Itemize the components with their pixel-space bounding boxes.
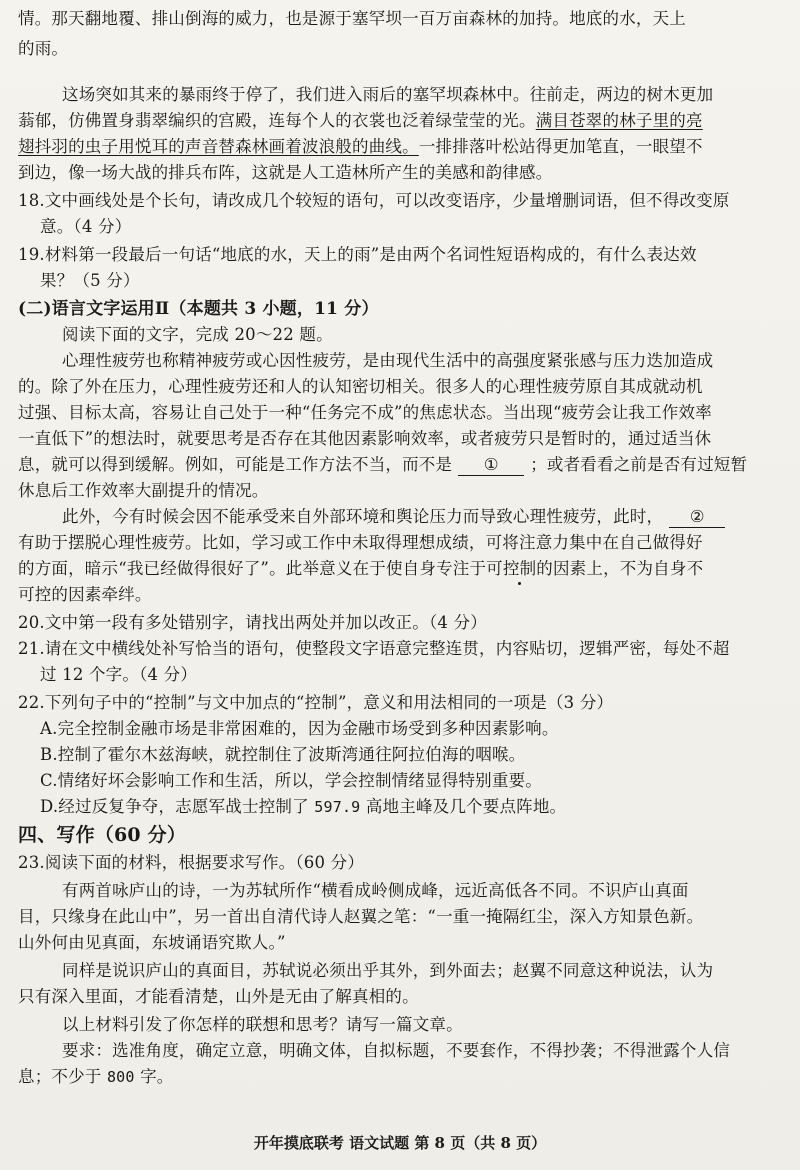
- requirements-line: [18, 1066, 174, 1088]
- option-c[interactable]: C.情绪好坏会影响工作和生活，所以，学会控制情绪显得特别重要。: [40, 771, 542, 790]
- emphasis-dotted-word: 控制: [502, 559, 537, 578]
- passage-text: 的方面，暗示“我已经做得很好了”。此举意义在于使自身专注于可: [18, 559, 503, 578]
- material-line: 有两首咏庐山的诗，一为苏轼所作“横看成岭侧成峰，远近高低各不同。不识庐山真面: [62, 881, 689, 900]
- word-count: 800: [106, 1068, 135, 1086]
- passage-text: 的因素上，不为自身不: [536, 559, 704, 578]
- question-22: 22.下列句子中的“控制”与文中加点的“控制”，意义和用法相同的一项是（3 分）: [18, 693, 614, 712]
- question-18: 18.文中画线处是个长句，请改成几个较短的语句，可以改变语序，少量增删词语，但不得改变原: [18, 191, 730, 210]
- section-intro: 阅读下面的文字，完成 20～22 题。: [62, 325, 333, 344]
- question-20: 20.文中第一段有多处错别字，请找出两处并加以改正。（4 分）: [18, 613, 487, 632]
- passage-line: [18, 454, 747, 476]
- requirements-text: 字。: [140, 1067, 174, 1086]
- passage-text: ；或者看看之前是否有过短暂: [530, 455, 748, 474]
- option-d[interactable]: [40, 796, 566, 818]
- passage-line: 休息后工作效率大副提升的情况。: [18, 481, 269, 500]
- passage-text: 一排排落叶松站得更加笔直，一眼望不: [418, 137, 703, 156]
- option-d-number: 597.9: [314, 798, 361, 816]
- material-line: 只有深入里面，才能看清楚，山外是无由了解真相的。: [18, 987, 419, 1006]
- section-title: (二)语言文字运用Ⅱ（本题共 3 小题，11 分）: [18, 299, 379, 319]
- material-line: 目，只缘身在此山中”，另一首出自清代诗人赵翼之笔：“一重一掩隔红尘，深入方知景色新。: [18, 907, 704, 926]
- passage-line: 到边，像一场大战的排兵布阵，这就是人工造林所产生的美感和韵律感。: [18, 163, 553, 182]
- underlined-sentence: 满目苍翠的林子里的亮: [535, 111, 703, 130]
- question-19-cont: 果？（5 分）: [40, 271, 140, 290]
- option-a[interactable]: A.完全控制金融市场是非常困难的，因为金融市场受到多种因素影响。: [40, 719, 559, 738]
- material-line: 山外何由见真面，东坡诵语究欺人。”: [18, 933, 286, 952]
- passage-line: 过强、目标太高，容易让自己处于一种“任务完不成”的焦虑状态。当出现“疲劳会让我工作效率: [18, 403, 712, 422]
- question-19: 19.材料第一段最后一句话“地底的水，天上的雨”是由两个名词性短语构成的，有什么表达效: [18, 245, 697, 264]
- requirements-line: 要求：选准角度，确定立意，明确文体，自拟标题，不要套作，不得抄袭；不得泄露个人信: [62, 1041, 730, 1060]
- passage-line: 情。那天翻地覆、排山倒海的威力，也是源于塞罕坝一百万亩森林的加持。地底的水，天上: [18, 9, 686, 28]
- answer-blank-2[interactable]: ②: [669, 507, 725, 528]
- passage-text: 息，就可以得到缓解。例如，可能是工作方法不当，而不是: [18, 455, 453, 474]
- passage-line: 可控的因素牵绊。: [18, 585, 152, 604]
- requirements-text: 息；不少于: [18, 1067, 102, 1086]
- section-title: 四、写作（60 分）: [18, 824, 187, 846]
- passage-text: 蓊郁，仿佛置身翡翠编织的宫殿，连每个人的衣裳也泛着绿莹莹的光。: [18, 111, 536, 130]
- question-18-cont: 意。（4 分）: [40, 217, 132, 236]
- option-d-text: D.经过反复争夺，志愿军战士控制了: [40, 797, 309, 816]
- passage-line: [18, 136, 703, 158]
- passage-text: 此外，今有时候会因不能承受来自外部环境和舆论压力而导致心理性疲劳，此时，: [62, 507, 664, 526]
- passage-line: [18, 558, 703, 580]
- passage-line: 心理性疲劳也称精神疲劳或心因性疲劳，是由现代生活中的高强度紧张感与压力迭加造成: [62, 351, 714, 370]
- option-b[interactable]: B.控制了霍尔木兹海峡，就控制住了波斯湾通往阿拉伯海的咽喉。: [40, 745, 526, 764]
- passage-line: 一直低下”的想法时，就要思考是否存在其他因素影响效率，或者疲劳只是暂时的，通过适当休: [18, 429, 712, 448]
- passage-line: 的雨。: [18, 39, 69, 58]
- passage-line: 有助于摆脱心理性疲劳。比如，学习或工作中未取得理想成绩，可将注意力集中在自己做得好: [18, 533, 703, 552]
- question-21-cont: 过 12 个字。（4 分）: [40, 665, 198, 684]
- question-21: 21.请在文中横线处补写恰当的语句，使整段文字语意完整连贯，内容贴切，逻辑严密，每处不超: [18, 639, 730, 658]
- material-line: 同样是说识庐山的真面目，苏轼说必须出乎其外，到外面去；赵翼不同意这种说法，认为: [62, 961, 714, 980]
- passage-line: [18, 110, 703, 132]
- passage-line: [62, 506, 731, 528]
- page-footer: 开年摸底联考 语文试题 第 8 页（共 8 页）: [253, 1134, 547, 1152]
- question-23: 23.阅读下面的材料，根据要求写作。（60 分）: [18, 853, 365, 872]
- passage-line: 的。除了外在压力，心理性疲劳还和人的认知密切相关。很多人的心理性疲劳原自其成就动机: [18, 377, 703, 396]
- underlined-sentence: 翅抖羽的虫子用悦耳的声音替森林画着波浪般的曲线。: [18, 137, 419, 156]
- passage-line: 这场突如其来的暴雨终于停了，我们进入雨后的塞罕坝森林中。往前走，两边的树木更加: [62, 85, 714, 104]
- option-d-text: 高地主峰及几个要点阵地。: [365, 797, 567, 816]
- prompt-line: 以上材料引发了你怎样的联想和思考？请写一篇文章。: [62, 1015, 463, 1034]
- answer-blank-1[interactable]: ①: [458, 455, 524, 476]
